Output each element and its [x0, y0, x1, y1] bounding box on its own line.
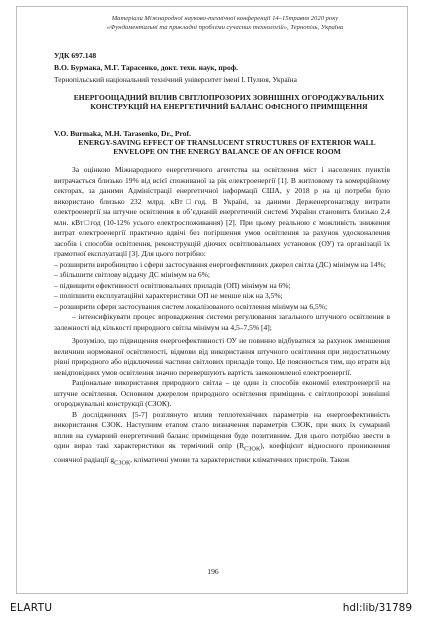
list-item: – інтенсифікувати процес впровадження системи регулювання загального штучного освітлення в залежності від кількості природного світла мінімум на 4,5–7,5% [4];	[54, 312, 390, 332]
list-item: – підвищити ефективності освітлювальних приладів (ОП) мінімум на 6%;	[54, 280, 291, 290]
repository-footer	[0, 598, 424, 620]
paragraph-efficiency: Зрозуміло, що підвищення енергоефективності ОУ не повинно відбуватися за рахунок зменшення величини нормованої освітленості, відмови від використання штучного освітлення при недостатньому рівні природного або відключенні частини світлових приладів тощо. Це пояснюється тим, що втрати від невідповідних умов освітлення значно перевершують вартість заекономленої електроенергії.	[54, 336, 390, 377]
authors-ukrainian: В.О. Бурмака, М.Г. Тарасенко, докт. техн. наук, проф.	[54, 63, 238, 72]
title-english: ENERGY-SAVING EFFECT OF TRANSLUCENT STRUCTURES OF EXTERIOR WALL ENVELOPE ON THE ENERGY BALANCE OF AN OFFICE ROOM	[78, 138, 376, 157]
document-page	[16, 6, 408, 594]
title-ukrainian: ЕНЕРГООЩАДНИЙ ВПЛИВ СВІТЛОПРОЗОРИХ ЗОВНІШНІХ ОГОРОДЖУВАЛЬНИХ КОНСТРУКЦІЙ НА ЕНЕРГЕТИЧНИЙ БАЛАНС ОФІСНОГО ПРИМІЩЕННЯ	[73, 93, 385, 112]
paragraph-intro: За оцінкою Міжнародного енергетичного агентства на освітлення міст і населених пунктів витрачається близько 19% від всієї споживаної за рік електроенергії [1]. В житловому та комерційному секторах, за даними Адміністрації енергетичної інформації США, у 2018 р на ці потреби було використано близько 232 млрд. кВт□год. В Україні, за даними Держенергонагляду витрати електроенергії на штучне освітлення в об’єднаній енергетичній системі України становить близько 2,4 млн. кВт□год (10-12% усього електроспоживання) [2]. При цьому реальною є можливість зниження витрат електроенергії практично вдвічі без погіршення умов освітлення за рахунок удосконалення засобів і способів освітлення, реконструкцій діючих освітлювальних установок (ОУ) та організації їх грамотної експлуатації [3]. Для цього потрібно:	[54, 165, 390, 258]
conference-header-line-2: «Фундаментальні та прикладні проблеми сучасних технологій», Тернопіль, Україна	[106, 23, 344, 31]
authors-english: V.O. Burmaka, M.H. Tarasenko, Dr., Prof.	[54, 129, 191, 138]
paragraph-research: В дослідженнях [5-7] розглянуто вплив теплотехнічних параметрів на енергоефективність використання СЗОК. Наступним етапом стало визначення параметрів СЗОК, при яких їх сумарний вплив на сумарний енергетичний баланс приміщення буде позитивним. Для цього потрібно звести в один вираз такі характеристики як термічний опір $(R_{СЗОК})$, коефіцієнт відносного проникнення сонячної радіації $g_{СЗОК}$, кліматичні умови та характеристики кліматичних пристроїв. Також	[54, 409, 390, 467]
paragraph-natural-light: Раціональне використання природного світла – це один із способів економії електроенергії на штучне освітлення. Основним джерелом природного освітлення приміщень є світлопрозорі зовнішні огороджувальні конструкції (СЗОК).	[54, 378, 390, 408]
page-number: 196	[207, 567, 219, 576]
list-item: – розширити сфери застосування систем локалізованого освітлення мінімум на 6,5%;	[54, 301, 328, 311]
list-item: – розширити виробництво і сфери застосування енергоефективних джерел світла (ДС) мінімум на 14%;	[54, 259, 386, 269]
conference-header-line-1: Матеріали Міжнародної науково-технічної конференції 14–15травня 2020 року	[111, 15, 339, 22]
repository-name: ELARTU	[10, 602, 53, 614]
article-body	[54, 165, 390, 469]
handle-identifier: hdl:lib/31789	[342, 602, 412, 614]
conference-header	[75, 15, 375, 32]
list-item: – збільшити світлову віддачу ДС мінімум на 6%;	[54, 270, 210, 279]
affiliation: Тернопільський національний технічний університет імені І. Пулюя, Україна	[54, 75, 297, 84]
list-item: – поліпшити експлуатаційні характеристики ОП не менше ніж на 3,5%;	[54, 291, 283, 300]
udc-code: УДК 697.148	[54, 51, 97, 60]
